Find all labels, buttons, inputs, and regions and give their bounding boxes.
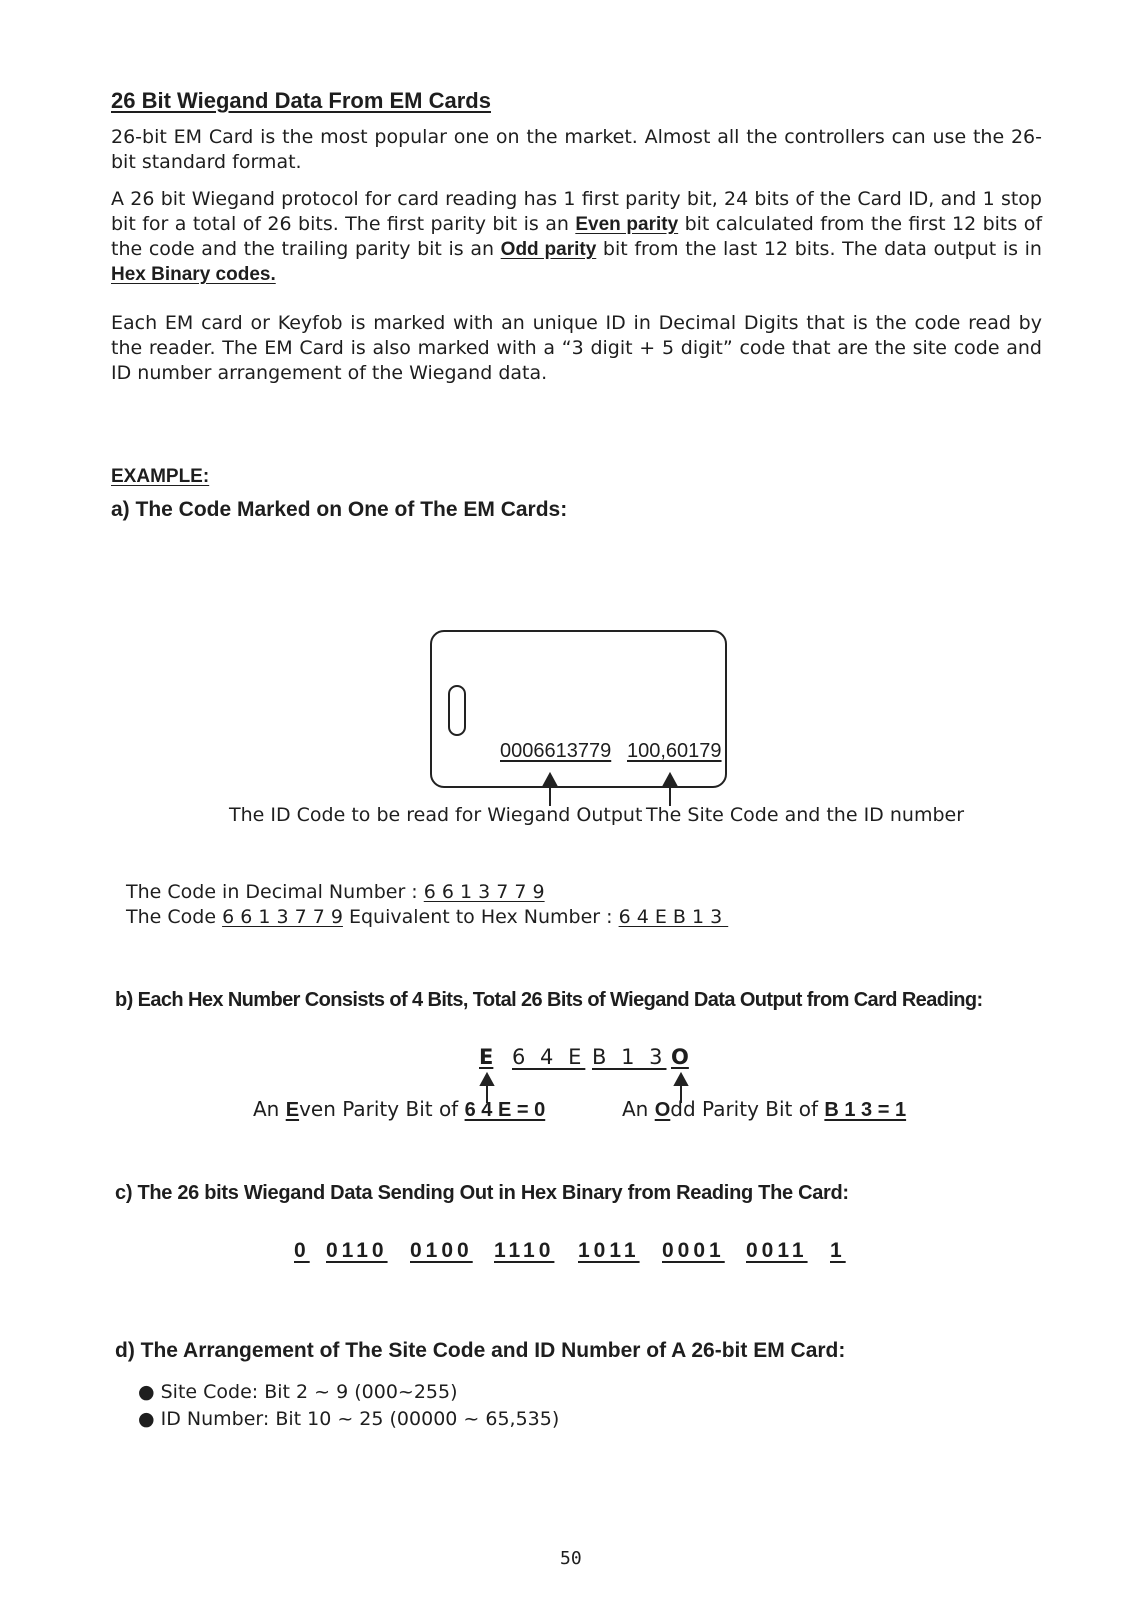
odd-caption-rest: dd Parity Bit of (670, 1097, 825, 1121)
even-parity-caption (253, 1097, 545, 1123)
hex-group-second: B 1 3 (592, 1045, 667, 1069)
odd-parity-caption (622, 1097, 906, 1123)
hex-value: 6 4 E B 1 3 (618, 906, 729, 928)
intro-p2-text-b: bit calculated from the first 12 bits of the code and the trailing parity bit is an (111, 213, 1043, 260)
hex-group-first: 6 4 E (512, 1045, 586, 1069)
decimal-label: The Code in Decimal Number : (126, 881, 424, 903)
bit-group-5: 0001 (662, 1239, 725, 1262)
intro-p2-text-a: A 26 bit Wiegand protocol for card reading has 1 first parity bit, 24 bits of the Card ID, and 1 stop bit for a total of 26 bits. The first parity bit is an (111, 188, 1042, 235)
even-caption-prefix: An (253, 1097, 286, 1121)
bit-group-2: 0100 (410, 1239, 473, 1262)
bit-group-4: 1011 (578, 1239, 640, 1262)
section-c-heading: c) The 26 bits Wiegand Data Sending Out in Hex Binary from Reading The Card: (115, 1182, 849, 1204)
hex-label-b: Equivalent to Hex Number : (342, 906, 619, 928)
intro-p2-text-c: bit from the last 12 bits. The data output is in (596, 238, 1042, 260)
decimal-value: 6 6 1 3 7 7 9 (423, 881, 545, 903)
even-marker: E (479, 1045, 494, 1069)
odd-parity-term: Odd parity (500, 239, 597, 260)
page-number: 50 (560, 1548, 582, 1569)
even-caption-rest: ven Parity Bit of (299, 1097, 465, 1121)
odd-caption-prefix: An (622, 1097, 655, 1121)
bullet-id-number: ● ID Number: Bit 10 ~ 25 (00000 ~ 65,535) (138, 1408, 560, 1430)
caption-site-code: The Site Code and the ID number (646, 804, 965, 826)
card-slot (448, 685, 466, 736)
decimal-line (126, 880, 545, 905)
hex-binary-term: Hex Binary codes. (111, 264, 276, 285)
section-a-heading: a) The Code Marked on One of The EM Cards: (111, 498, 568, 521)
example-label: EXAMPLE: (111, 466, 210, 487)
bullet-site-code: ● Site Code: Bit 2 ~ 9 (000~255) (138, 1381, 458, 1403)
odd-caption-value: B 1 3 = 1 (824, 1099, 907, 1121)
hex-label-code: 6 6 1 3 7 7 9 (222, 906, 343, 928)
page-title: 26 Bit Wiegand Data From EM Cards (111, 88, 491, 113)
hex-label-a: The Code (126, 906, 223, 928)
intro-paragraph-3: Each EM card or Keyfob is marked with an unique ID in Decimal Digits that is the code read by the reader. The EM Card is also marked with a “3 digit + 5 digit” code that are the site code and ID number arrangement of the Wiegand data. (111, 312, 1042, 384)
em-card (430, 630, 727, 788)
even-caption-value: 6 4 E = 0 (464, 1099, 546, 1121)
odd-caption-letter: O (654, 1099, 671, 1121)
card-site-id: 100,60179 (627, 740, 722, 762)
odd-marker: O (671, 1045, 689, 1069)
even-parity-term: Even parity (575, 214, 679, 235)
bit-group-1: 0110 (326, 1239, 388, 1262)
bit-group-stop-parity: 1 (830, 1239, 846, 1262)
card-id-code: 0006613779 (500, 740, 612, 762)
caption-id-code: The ID Code to be read for Wiegand Output (229, 804, 643, 826)
hex-line (126, 905, 728, 930)
bit-group-6: 0011 (746, 1239, 808, 1262)
bit-group-start-parity: 0 (294, 1239, 310, 1262)
intro-paragraph-2 (111, 187, 1042, 287)
bit-group-3: 1110 (494, 1239, 555, 1262)
intro-paragraph-1: 26-bit EM Card is the most popular one on the market. Almost all the controllers can use the 26-bit standard format. (111, 126, 1042, 173)
section-b-heading: b) Each Hex Number Consists of 4 Bits, Total 26 Bits of Wiegand Data Output from Card Reading: (115, 989, 983, 1011)
section-d-heading: d) The Arrangement of The Site Code and ID Number of A 26-bit EM Card: (115, 1339, 846, 1362)
even-caption-letter: E (285, 1099, 300, 1121)
